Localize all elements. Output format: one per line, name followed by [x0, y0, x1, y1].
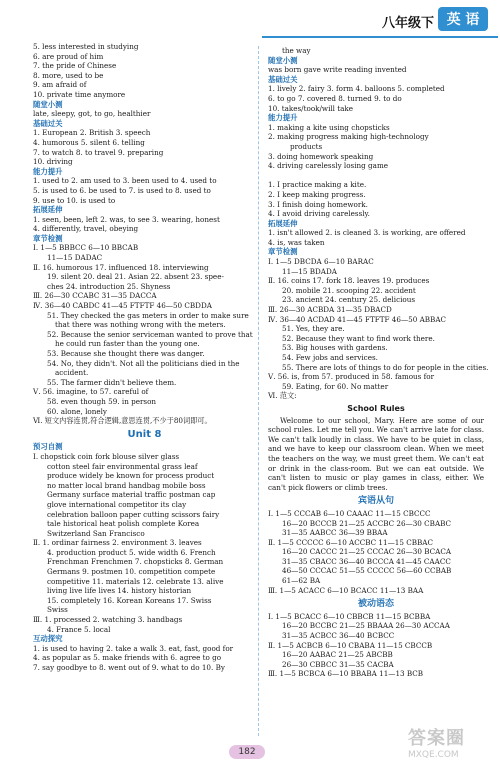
left-column — [33, 42, 256, 673]
answer-line: 1. is used to having 2. take a walk 3. eat, fast, good for — [33, 643, 234, 653]
page-header — [0, 0, 500, 38]
answer-line: 11—15 BDADA — [282, 266, 337, 276]
answer-line: Ⅰ. 1—5 BBBCC 6—10 BBCAB — [33, 243, 139, 253]
answer-line: 7. the pride of Chinese — [33, 61, 117, 71]
answer-line: 23. ancient 24. century 25. delicious — [282, 295, 416, 305]
answer-line: 6. to go 7. covered 8. turned 9. to do — [268, 93, 402, 103]
section-heading: 随堂小测 — [268, 55, 298, 65]
answer-line: 16—20 AABAC 21—25 ABCBB — [282, 650, 393, 660]
answer-line: 6. are proud of him — [33, 51, 104, 61]
answer-line: Ⅴ. 56. is, from 57. produced in 58. famous for — [268, 372, 435, 382]
section-heading: 预习自测 — [33, 442, 63, 452]
answer-line: cotton steel fair environmental grass leaf — [47, 461, 198, 471]
answer-line: 2. I keep making progress. — [268, 189, 366, 199]
answer-line: 55. The farmer didn't believe them. — [47, 377, 177, 387]
answer-line: 2. making progress making high-technology — [268, 132, 429, 142]
watermark — [408, 724, 494, 758]
answer-line: 31—35 AABCC 36—39 BBAA — [282, 528, 388, 538]
answer-line: he could run faster than the young one. — [55, 339, 200, 349]
answer-line: Frenchman Frenchmen 7. chopsticks 8. German — [47, 557, 224, 567]
answer-line: 1. isn't allowed 2. is cleaned 3. is working, are offered — [268, 228, 466, 238]
header-rule — [262, 36, 498, 38]
answer-line: living live life lives 14. history historian — [47, 586, 192, 596]
answer-line: Ⅲ. 26—30 CCABC 31—35 DACCA — [33, 291, 157, 301]
answer-line: 1. seen, been, left 2. was, to see 3. wearing, honest — [33, 214, 220, 224]
answer-line: Ⅲ. 1. processed 2. watching 3. handbags — [33, 615, 183, 625]
answer-line: 54. Few jobs and services. — [282, 353, 378, 362]
answer-line: 4. humorous 5. silent 6. telling — [33, 137, 145, 147]
subject-tab: 英 语 — [438, 7, 488, 31]
answer-line: tale historical heat polish complete Korea — [47, 519, 200, 529]
answer-line: 7. to watch 8. to travel 9. preparing — [33, 147, 164, 157]
answer-line: Ⅲ. 1—5 ACACC 6—10 BCACC 11—13 BAA — [268, 585, 424, 595]
answer-line: produce widely be known for process product — [47, 471, 215, 481]
section-heading: 拓展延伸 — [33, 205, 63, 215]
answer-line: 20. mobile 21. scooping 22. accident — [282, 285, 416, 295]
answer-line: the way — [282, 46, 311, 55]
answer-line: 4. France 5. local — [47, 624, 111, 634]
answer-line: 31—35 CBACC 36—40 BCCCA 41—45 CAACC — [282, 556, 451, 566]
answer-line: 1. making a kite using chopsticks — [268, 122, 390, 132]
section-heading: 基础过关 — [268, 74, 298, 84]
answer-line: 55. There are lots of things to do for people in the cities. — [282, 362, 489, 372]
section-heading: 随堂小测 — [33, 99, 63, 109]
answer-line: 52. Because they want to find work there. — [282, 333, 435, 343]
answer-line: that there was nothing wrong with the meters. — [55, 320, 226, 330]
answer-line: 9. am afraid of — [33, 80, 87, 90]
answer-line: Swiss — [47, 605, 68, 615]
answer-line: 10. driving — [33, 157, 73, 167]
unit-title: Unit 8 — [127, 428, 162, 440]
answer-line: Ⅰ. 1—5 CCCAB 6—10 CAAAC 11—15 CBCCC — [268, 508, 431, 518]
answer-line: 59. Eating, for 60. No matter — [282, 381, 389, 391]
answer-line: 4. production product 5. wide width 6. French — [47, 547, 216, 557]
answer-line: Ⅰ. chopstick coin fork blouse silver glass — [33, 451, 180, 461]
section-heading: 互动探究 — [33, 634, 63, 644]
answer-line: 15. completely 16. Korean Koreans 17. Swiss — [47, 595, 212, 605]
answer-line: Ⅳ. 36—40 ACDAD 41—45 FTFTF 46—50 ABBAC — [268, 314, 447, 324]
answer-line: 54. No, they didn't. Not all the politicians died in the — [47, 358, 240, 368]
answer-line: glove international competitor its clay — [47, 499, 187, 509]
answer-line: 19. silent 20. deal 21. Asian 22. absent 23. spee- — [47, 272, 224, 282]
answer-line: Ⅴ. 56. imagine, to 57. careful of — [33, 387, 149, 397]
section-heading: 章节检测 — [268, 247, 298, 257]
answer-line: 4. is, was taken — [268, 237, 325, 247]
answer-line: 1. used to 2. am used to 3. been used to 4. used to — [33, 176, 217, 186]
answer-line: 51. They checked the gas meters in order to make sure — [47, 310, 249, 320]
answer-line: 10. private time anymore — [33, 89, 126, 99]
answer-line: celebration balloon paper cutting scissors fairy — [47, 509, 220, 519]
section-heading: 基础过关 — [33, 118, 63, 128]
answer-line: 16—20 BCCCB 21—25 ACCBC 26—30 CBABC — [282, 518, 452, 528]
answer-line: 9. use to 10. is used to — [33, 195, 116, 205]
answer-line: Ⅲ. 1—5 BCBCA 6—10 BBABA 11—13 BCB — [268, 669, 424, 679]
answer-line: 4. driving carelessly losing game — [268, 161, 389, 171]
answer-line: 3. doing homework speaking — [268, 151, 374, 161]
essay-paragraph: Welcome to our school, Mary. Here are some of our school rules. Let me tell you. We can't arrive late for class. We can't talk loudly in class. We have to be quiet in class, and we have to keep our classroom clean. When we meet the teachers on the way, we must greet them. We can't eat or drink in the class-room. But we can eat outside. We can't listen to music or play games in class, either. We can't pick flowers or climb trees. — [268, 415, 484, 492]
answer-line: ches 24. introduction 25. Shyness — [47, 281, 171, 291]
answer-line: 1. European 2. British 3. speech — [33, 128, 151, 138]
answer-line: Ⅵ. 范文: — [268, 391, 297, 401]
column-divider — [258, 46, 259, 736]
answer-line: 52. Because the senior serviceman wanted to prove that — [47, 329, 253, 339]
answer-line: 53. Because she thought there was danger. — [47, 349, 205, 358]
answer-line: Switzerland San Francisco — [47, 528, 145, 538]
answer-line: was born gave write reading invented — [268, 65, 407, 75]
answer-line: 16—20 BCCBC 21—25 BBAAA 26—30 ACCAA — [282, 621, 450, 631]
answer-line: late, sleepy, got, to go, healthier — [33, 109, 151, 119]
answer-line: Ⅱ. 16. humorous 17. influenced 18. interviewing — [33, 262, 209, 272]
grammar-section-title: 宾语从句 — [357, 496, 394, 507]
answer-line: Ⅰ. 1—5 BCACC 6—10 CBBCB 11—15 BCBBA — [268, 611, 431, 621]
answer-line: 5. less interested in studying — [33, 42, 139, 51]
answer-line: Ⅱ. 1. ordinar fairness 2. environment 3. leaves — [33, 538, 202, 548]
watermark-url: MXQE.COM — [408, 750, 459, 760]
answer-line: 60. alone, lonely — [47, 406, 107, 416]
answer-line: accident. — [55, 368, 89, 378]
watermark-logo: 答案圈 — [408, 728, 465, 749]
answer-line: competitive 11. materials 12. celebrate 13. alive — [47, 576, 224, 586]
answer-line: no matter local brand handbag mobile boss — [47, 480, 206, 490]
answer-line — [268, 171, 484, 181]
answer-line: 61—62 BA — [282, 576, 321, 586]
answer-line: Ⅰ. 1—5 DBCDA 6—10 BARAC — [268, 257, 374, 267]
answer-line: 7. say goodbye to 8. went out of 9. what to do 10. By — [33, 663, 225, 672]
answer-line: 1. lively 2. fairy 3. form 4. balloons 5. completed — [268, 84, 445, 94]
answer-line: 31—35 ACBCC 36—40 BCBCC — [282, 631, 395, 641]
answer-line: 58. even though 59. in person — [47, 396, 157, 406]
answer-line: 1. I practice making a kite. — [268, 180, 367, 190]
answer-line: 10. takes/took/will take — [268, 103, 354, 113]
answer-line: 26—30 CBBCC 31—35 CACBA — [282, 659, 394, 669]
essay-title: School Rules — [347, 403, 405, 413]
answer-line: 4. differently, travel, obeying — [33, 224, 139, 234]
answer-line: Germans 9. postmen 10. competition compete — [47, 567, 216, 577]
section-heading: 章节检测 — [33, 233, 63, 243]
right-column — [268, 46, 489, 679]
answer-line: products — [290, 141, 323, 151]
answer-line: 8. more, used to be — [33, 70, 104, 80]
grammar-section-title: 被动语态 — [357, 599, 394, 610]
answer-line: 46—50 CCCAC 51—55 CCCCC 56—60 CCBAB — [282, 566, 452, 576]
answer-line: 11—15 DADAC — [47, 253, 103, 263]
section-heading: 拓展延伸 — [268, 218, 298, 228]
answer-line: Ⅵ. 短文内容连贯,符合逻辑,意思连贯,不少于80词即可。 — [33, 416, 212, 426]
answer-line: Ⅱ. 16. coins 17. fork 18. leaves 19. produces — [268, 276, 430, 286]
answer-line: Ⅱ. 1—5 ACBCB 6—10 CBABA 11—15 CBCCB — [268, 640, 433, 650]
answer-line: 5. is used to 6. be used to 7. is used to 8. used to — [33, 185, 211, 195]
grade-label: 八年级下 — [382, 16, 435, 31]
answer-line: 3. I finish doing homework. — [268, 199, 368, 209]
section-heading: 能力提升 — [268, 113, 298, 123]
answer-line: 4. I avoid driving carelessly. — [268, 209, 370, 219]
answer-line: 4. as popular as 5. make friends with 6. agree to go — [33, 653, 222, 663]
answer-line: 16—20 CACCC 21—25 CCCAC 26—30 BCACA — [282, 547, 452, 557]
page-number: 182 — [229, 745, 265, 759]
answer-line: Ⅱ. 1—5 CCCCC 6—10 ACCBC 11—15 CBBAC — [268, 537, 433, 547]
answer-line: Ⅳ. 36—40 CABDC 41—45 FTFTF 46—50 CBDDA — [33, 301, 212, 311]
section-heading: 能力提升 — [33, 166, 63, 176]
answer-line: 51. Yes, they are. — [282, 324, 345, 334]
answer-line: 53. Big houses with gardens. — [282, 343, 388, 353]
answer-line: Ⅲ. 26—30 ACBDA 31—35 DBACD — [268, 305, 392, 315]
answer-line: Germany surface material traffic postman cap — [47, 490, 216, 500]
